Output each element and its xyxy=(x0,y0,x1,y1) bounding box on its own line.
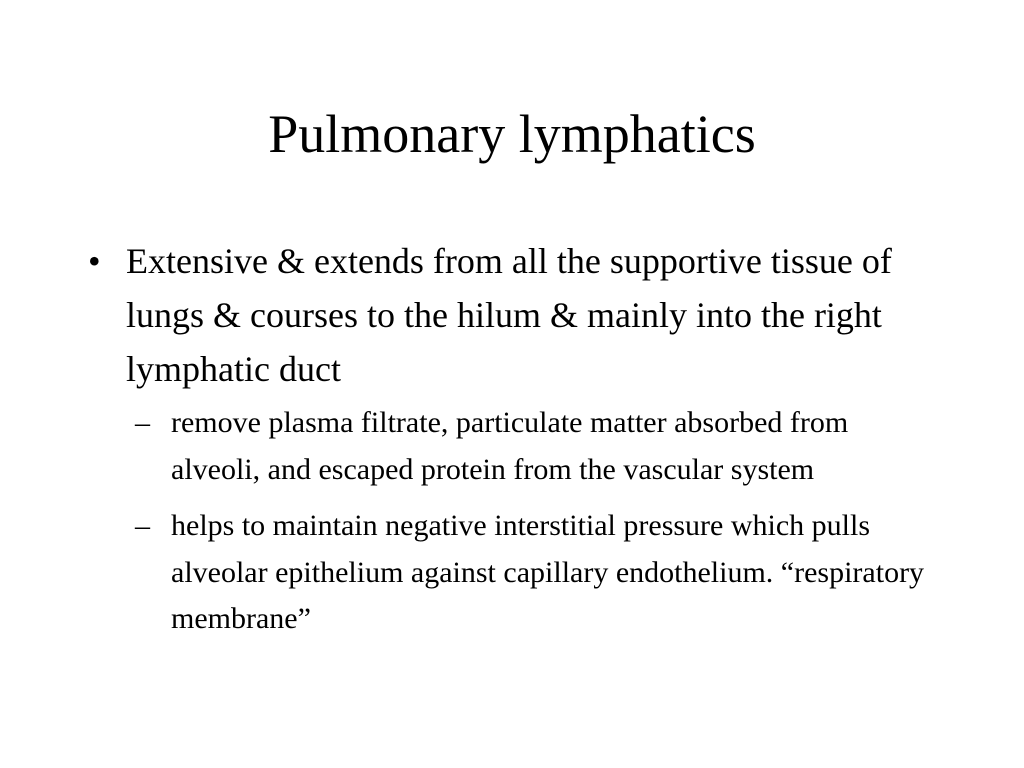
bullet-text: Extensive & extends from all the supportive tissue of lungs & courses to the hilum & mainly into the right lymphatic duct xyxy=(126,241,892,389)
sub-bullet-text: remove plasma filtrate, particulate matter absorbed from alveoli, and escaped protein from the vascular system xyxy=(171,406,849,486)
sub-bullet-marker: – xyxy=(135,509,150,542)
sub-bullet-item xyxy=(135,400,871,493)
bullet-marker: • xyxy=(88,241,101,281)
slide-title: Pulmonary lymphatics xyxy=(268,104,756,164)
sub-bullet-marker: – xyxy=(135,406,150,439)
sub-bullet-item xyxy=(135,503,931,643)
bullet-item xyxy=(88,234,946,396)
sub-bullet-text: helps to maintain negative interstitial pressure which pulls alveolar epithelium against capillary endothelium. “respiratory membrane” xyxy=(171,509,925,635)
slide-body xyxy=(88,234,968,643)
